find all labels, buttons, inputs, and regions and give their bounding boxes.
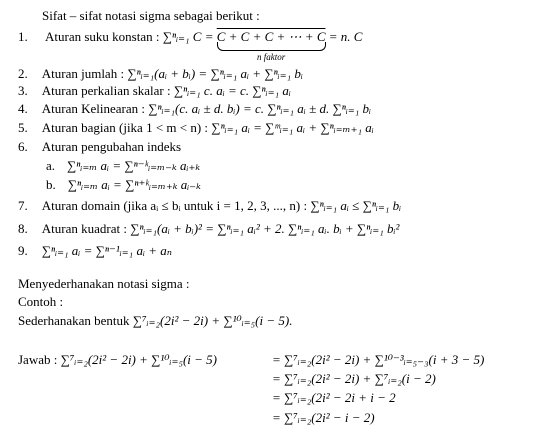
answer-label: Jawab : [18,352,61,367]
rule-3: 3. Aturan perkalian skalar : ∑ⁿᵢ₌₁ c. aᵢ = c. ∑ⁿᵢ₌₁ aᵢ [18,83,291,98]
rule-formula: ∑ⁿᵢ₌₁ aᵢ ≤ ∑ⁿᵢ₌₁ bᵢ [310,198,402,213]
rule-formula: ∑ⁿᵢ₌ₘ aᵢ = ∑ⁿ⁺ᵏᵢ₌ₘ₊ₖ aᵢ₋ₖ [67,177,201,192]
rule-formula: ∑ⁿᵢ₌₁ c. aᵢ = c. ∑ⁿᵢ₌₁ aᵢ [173,83,291,98]
answer-step: = ∑⁷ᵢ₌₂(2i² − 2i) + ∑¹⁰⁻³ᵢ₌₅₋₃(i + 3 − 5) [272,352,485,367]
rule-formula: ∑ⁿᵢ₌₁(aᵢ + bᵢ)² = ∑ⁿᵢ₌₁ aᵢ² + 2. ∑ⁿᵢ₌₁ aᵢ. bᵢ + ∑ⁿᵢ₌₁ bᵢ² [130,221,400,236]
rule-8: 8. Aturan kuadrat : ∑ⁿᵢ₌₁(aᵢ + bᵢ)² = ∑ⁿᵢ₌₁ aᵢ² + 2. ∑ⁿᵢ₌₁ aᵢ. bᵢ + ∑ⁿᵢ₌₁ bᵢ² [18,221,400,236]
underbrace-label: n faktor [256,52,286,62]
answer-line [18,352,217,368]
rule-9: 9. ∑ⁿᵢ₌₁ aᵢ = ∑ⁿ⁻¹ᵢ₌₁ aᵢ + aₙ [18,243,173,258]
rule-6b: b. ∑ⁿᵢ₌ₘ aᵢ = ∑ⁿ⁺ᵏᵢ₌ₘ₊ₖ aᵢ₋ₖ [46,177,201,192]
rule-4: 4. Aturan Kelinearan : ∑ⁿᵢ₌₁(c. aᵢ ± d. bᵢ) = c. ∑ⁿᵢ₌₁ aᵢ ± d. ∑ⁿᵢ₌₁ bᵢ [18,101,372,116]
rule-5: 5. Aturan bagian (jika 1 < m < n) : ∑ⁿᵢ₌₁ aᵢ = ∑ᵐᵢ₌₁ aᵢ + ∑ⁿᵢ₌ₘ₊₁ aᵢ [18,120,374,135]
answer-step: = ∑⁷ᵢ₌₂(2i² − 2i + i − 2 [272,390,396,405]
rule-number: 1. [18,29,28,44]
rule-formula: ∑ⁿᵢ₌₁ aᵢ = ∑ⁿ⁻¹ᵢ₌₁ aᵢ + aₙ [41,243,173,258]
rule-label: Aturan suku konstan : [45,29,163,44]
rule-tail: = n. C [325,29,363,44]
simplify-title: Menyederhanakan notasi sigma : [18,276,190,291]
rule-formula: ∑ⁿᵢ₌₁ C = [162,29,217,44]
rule-formula: ∑ⁿᵢ₌₁(aᵢ + bᵢ) = ∑ⁿᵢ₌₁ aᵢ + ∑ⁿᵢ₌₁ bᵢ [127,66,303,81]
answer-step: = ∑⁷ᵢ₌₂(2i² − 2i) + ∑⁷ᵢ₌₂(i − 2) [272,371,436,386]
intro: Sifat – sifat notasi sigma sebagai berikut : [42,8,260,23]
rule-1 [18,29,363,62]
rule-6: 6. Aturan pengubahan indeks [18,139,182,154]
rule-6a: a. ∑ⁿᵢ₌ₘ aᵢ = ∑ⁿ⁻ᵏᵢ₌ₘ₋ₖ aᵢ₊ₖ [46,158,201,173]
rule-formula: ∑ⁿᵢ₌ₘ aᵢ = ∑ⁿ⁻ᵏᵢ₌ₘ₋ₖ aᵢ₊ₖ [67,158,201,173]
rule-formula: ∑ⁿᵢ₌₁(c. aᵢ ± d. bᵢ) = c. ∑ⁿᵢ₌₁ aᵢ ± d. ∑ⁿᵢ₌₁ bᵢ [148,101,372,116]
answer-lhs: ∑⁷ᵢ₌₂(2i² − 2i) + ∑¹⁰ᵢ₌₅(i − 5) [60,352,218,367]
example-formula: ∑⁷ᵢ₌₂(2i² − 2i) + ∑¹⁰ᵢ₌₅(i − 5). [132,313,293,328]
rule-7: 7. Aturan domain (jika aᵢ ≤ bᵢ untuk i = 1, 2, 3, ..., n) : ∑ⁿᵢ₌₁ aᵢ ≤ ∑ⁿᵢ₌₁ bᵢ [18,198,402,213]
example-line: Sederhanakan bentuk ∑⁷ᵢ₌₂(2i² − 2i) + ∑¹⁰ᵢ₌₅(i − 5). [18,313,293,328]
example-label: Contoh : [18,294,64,309]
rule-2: 2. Aturan jumlah : ∑ⁿᵢ₌₁(aᵢ + bᵢ) = ∑ⁿᵢ₌₁ aᵢ + ∑ⁿᵢ₌₁ bᵢ [18,66,303,81]
answer-step: = ∑⁷ᵢ₌₂(2i² − i − 2) [272,410,375,425]
rule-formula: ∑ⁿᵢ₌₁ aᵢ = ∑ᵐᵢ₌₁ aᵢ + ∑ⁿᵢ₌ₘ₊₁ aᵢ [211,120,374,135]
overbrace-term: C + C + C + ⋯ + C n faktor [217,29,326,45]
